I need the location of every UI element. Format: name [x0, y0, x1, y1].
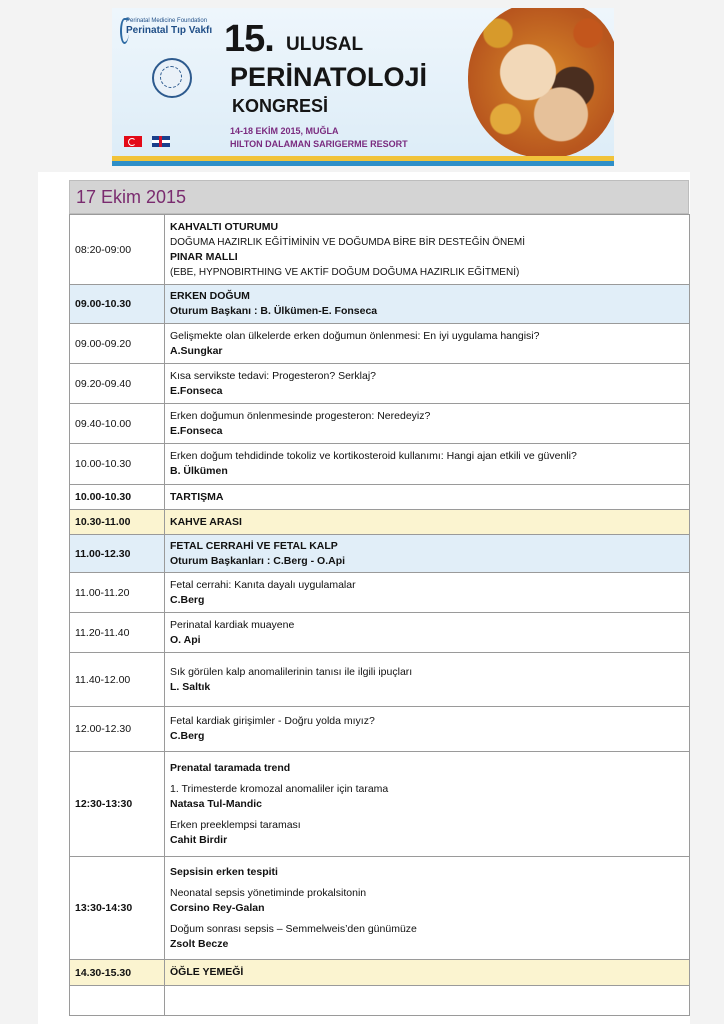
time-cell: 10.00-10.30	[70, 444, 165, 485]
speaker-title: (EBE, HYPNOBIRTHING VE AKTİF DOĞUM DOĞUMA HAZIRLIK EĞİTMENİ)	[170, 266, 520, 278]
talk-title: Erken doğumun önlenmesinde progesteron: Neredeyiz?	[170, 409, 431, 422]
talk-title: Fetal cerrahi: Kanıta dayalı uygulamalar	[170, 578, 356, 591]
time-cell: 11.40-12.00	[70, 653, 165, 707]
content-cell	[165, 653, 690, 707]
table-row	[70, 535, 690, 573]
content-cell	[165, 535, 690, 573]
table-row	[70, 707, 690, 752]
table-row	[70, 285, 690, 324]
time-cell: 09.00-10.30	[70, 285, 165, 324]
time-cell: 11.00-11.20	[70, 573, 165, 613]
content-cell	[165, 752, 690, 857]
table-row	[70, 653, 690, 707]
session-chairs: Oturum Başkanı : B. Ülkümen-E. Fonseca	[170, 305, 378, 317]
content-cell	[165, 404, 690, 444]
turkish-flag-icon[interactable]	[124, 136, 142, 147]
content-cell	[165, 986, 690, 1016]
talk-title: Kısa servikste tedavi: Progesteron? Serklaj?	[170, 369, 377, 382]
congress-title-line3: KONGRESİ	[232, 96, 329, 116]
session-title: Prenatal taramada trend	[170, 761, 291, 774]
time-cell: 09.00-09.20	[70, 324, 165, 364]
time-cell: 08:20-09:00	[70, 215, 165, 285]
time-cell: 11.20-11.40	[70, 613, 165, 653]
congress-title-line2: PERİNATOLOJİ	[230, 62, 428, 92]
speaker-name: E.Fonseca	[170, 424, 223, 437]
time-cell: 12:30-13:30	[70, 752, 165, 857]
content-cell	[165, 510, 690, 535]
talk-title: Neonatal sepsis yönetiminde prokalsitonin	[170, 886, 367, 899]
content-cell	[165, 960, 690, 986]
session-chairs: Oturum Başkanları : C.Berg - O.Api	[170, 554, 346, 567]
university-seal-icon	[152, 58, 192, 98]
content-cell	[165, 573, 690, 613]
table-row	[70, 613, 690, 653]
table-row	[70, 364, 690, 404]
speaker-name: Corsino Rey-Galan	[170, 901, 265, 914]
time-cell	[70, 986, 165, 1016]
content-cell	[165, 707, 690, 752]
congress-number: 15.	[224, 18, 274, 60]
session-title: KAHVALTI OTURUMU	[170, 220, 279, 233]
congress-title-line1: ULUSAL	[286, 34, 364, 55]
talk-title: Erken preeklempsi taraması	[170, 818, 301, 831]
foundation-small-text: Perinatal Medicine Foundation	[126, 18, 208, 24]
talk-title: Fetal kardiak girişimler - Doğru yolda mıyız?	[170, 715, 375, 727]
table-row	[70, 215, 690, 285]
table-row	[70, 485, 690, 510]
time-cell: 11.00-12.30	[70, 535, 165, 573]
speaker-name: C.Berg	[170, 593, 205, 606]
content-cell	[165, 324, 690, 364]
table-row	[70, 960, 690, 986]
uk-flag-icon[interactable]	[152, 136, 170, 147]
session-title: FETAL CERRAHİ VE FETAL KALP	[170, 539, 338, 552]
discussion-label: TARTIŞMA	[170, 490, 224, 503]
speaker-name: A.Sungkar	[170, 344, 223, 357]
speaker-name: O. Api	[170, 633, 201, 646]
break-label: KAHVE ARASI	[170, 515, 242, 528]
table-row	[70, 857, 690, 960]
speaker-name: E.Fonseca	[170, 384, 223, 397]
talk-title: 1. Trimesterde kromozal anomaliler için tarama	[170, 782, 389, 795]
talk-title: Erken doğum tehdidinde tokoliz ve kortikosteroid kullanımı: Hangi ajan etkili ve güvenli?	[170, 450, 577, 462]
content-cell	[165, 364, 690, 404]
foundation-logo	[126, 18, 226, 36]
table-row	[70, 986, 690, 1016]
congress-banner	[112, 8, 614, 166]
day-title: 17 Ekim 2015	[69, 180, 689, 214]
session-title: Sepsisin erken tespiti	[170, 865, 278, 878]
speaker-name: PINAR MALLI	[170, 250, 238, 263]
table-row	[70, 752, 690, 857]
table-row	[70, 404, 690, 444]
speaker-name: B. Ülkümen	[170, 465, 228, 477]
speaker-name: Natasa Tul-Mandic	[170, 797, 262, 810]
time-cell: 14.30-15.30	[70, 960, 165, 986]
content-cell	[165, 444, 690, 485]
time-cell: 12.00-12.30	[70, 707, 165, 752]
content-cell	[165, 857, 690, 960]
talk-title: Gelişmekte olan ülkelerde erken doğumun önlenmesi: En iyi uygulama hangisi?	[170, 329, 540, 342]
content-cell	[165, 613, 690, 653]
speaker-name: Zsolt Becze	[170, 937, 229, 950]
speaker-name: C.Berg	[170, 730, 205, 742]
time-cell: 09.20-09.40	[70, 364, 165, 404]
speaker-name: L. Saltık	[170, 680, 211, 693]
session-title: ERKEN DOĞUM	[170, 290, 250, 302]
congress-venue: HILTON DALAMAN SARIGERME RESORT	[230, 139, 408, 149]
table-row	[70, 573, 690, 613]
time-cell: 10.30-11.00	[70, 510, 165, 535]
foundation-logo-icon	[120, 18, 129, 44]
break-label: ÖĞLE YEMEĞİ	[170, 966, 244, 978]
table-row	[70, 324, 690, 364]
time-cell: 13:30-14:30	[70, 857, 165, 960]
table-row	[70, 510, 690, 535]
content-cell	[165, 215, 690, 285]
banner-stripe	[112, 156, 614, 166]
content-cell	[165, 485, 690, 510]
speaker-name: Cahit Birdir	[170, 833, 228, 846]
talk-title: Perinatal kardiak muayene	[170, 618, 295, 631]
content-cell	[165, 285, 690, 324]
schedule-table	[69, 214, 690, 1016]
talk-title: Doğum sonrası sepsis – Semmelweis’den günümüze	[170, 922, 417, 935]
time-cell: 09.40-10.00	[70, 404, 165, 444]
foundation-name: Perinatal Tıp Vakfı	[126, 24, 213, 36]
talk-title: DOĞUMA HAZIRLIK EĞİTİMİNİN VE DOĞUMDA BİRE BİR DESTEĞİN ÖNEMİ	[170, 236, 526, 248]
congress-dates: 14-18 EKİM 2015, MUĞLA	[230, 126, 339, 136]
time-cell: 10.00-10.30	[70, 485, 165, 510]
talk-title: Sık görülen kalp anomalilerinin tanısı ile ilgili ipuçları	[170, 665, 413, 678]
table-row	[70, 444, 690, 485]
mother-child-artwork	[468, 8, 614, 158]
